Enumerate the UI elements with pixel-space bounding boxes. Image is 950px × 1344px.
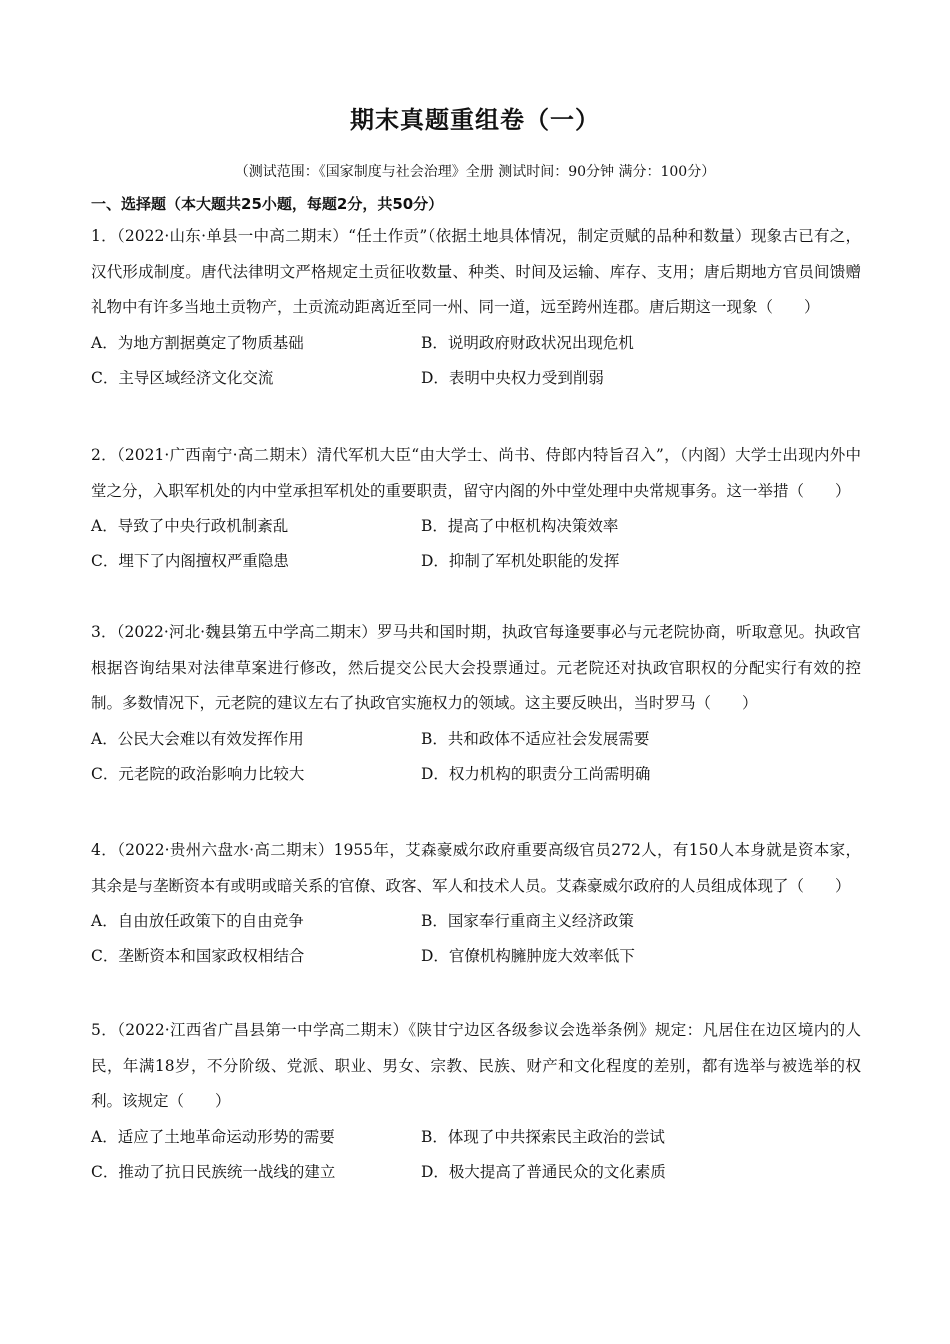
question-stem: 4．（2022·贵州六盘水·高二期末）1955年，艾森豪威尔政府重要高级官员272人，有150人本身就是资本家，其余是与垄断资本有或明或暗关系的官僚、政客、军人和技术人员。艾森豪威尔政府的人员组成体现了（ ） (91, 841, 861, 895)
options-grid (91, 722, 861, 792)
question-stem: 2．（2021·广西南宁·高二期末）清代军机大臣“由大学士、尚书、侍郎内特旨召入”，（内阁）大学士出现内外中堂之分，入职军机处的内中堂承担军机处的重要职责，留守内阁的外中堂处理中央常规事务。这一举措（ ） (91, 446, 861, 500)
question-5 (91, 1013, 861, 1190)
question-stem: 1．（2022·山东·单县一中高二期末）“任土作贡”（依据土地具体情况，制定贡赋的品种和数量）现象古已有之，汉代形成制度。唐代法律明文严格规定土贡征收数量、种类、时间及运输、库存、支用；唐后期地方官员间馈赠礼物中有许多当地土贡物产，土贡流动距离近至同一州、同一道，远至跨州连郡。唐后期这一现象（ ） (91, 227, 861, 316)
option-c: C．主导区域经济文化交流 (91, 368, 274, 387)
option-a: A．为地方割据奠定了物质基础 (91, 333, 304, 352)
question-3 (91, 615, 861, 792)
option-d: D．权力机构的职责分工尚需明确 (421, 764, 651, 783)
option-b: B．共和政体不适应社会发展需要 (421, 729, 650, 748)
option-b: B．说明政府财政状况出现危机 (421, 333, 634, 352)
option-a: A．导致了中央行政机制紊乱 (91, 517, 289, 535)
option-c: C．垄断资本和国家政权相结合 (91, 947, 305, 965)
section-heading: 一、选择题（本大题共25小题，每题2分，共50分） (91, 195, 444, 213)
option-d: D．抑制了军机处职能的发挥 (421, 552, 620, 570)
option-c: C．元老院的政治影响力比较大 (91, 764, 305, 783)
exam-scope-info: （测试范围：《国家制度与社会治理》全册 测试时间：90分钟 满分：100分） (234, 164, 716, 180)
option-b: B．体现了中共探索民主政治的尝试 (421, 1127, 665, 1146)
options-grid (91, 326, 861, 396)
option-d: D．表明中央权力受到削弱 (421, 368, 604, 387)
options-grid (91, 1120, 861, 1190)
question-1 (91, 219, 861, 396)
option-d: D．极大提高了普通民众的文化素质 (421, 1162, 666, 1181)
option-c: C．埋下了内阁擅权严重隐患 (91, 552, 289, 570)
question-stem: 3．（2022·河北·魏县第五中学高二期末）罗马共和国时期，执政官每逢要事必与元老院协商，听取意见。执政官根据咨询结果对法律草案进行修改，然后提交公民大会投票通过。元老院还对执政官职权的分配实行有效的控制。多数情况下，元老院的建议左右了执政官实施权力的领域。这主要反映出，当时罗马（ ） (91, 623, 861, 712)
question-4 (91, 833, 861, 974)
options-grid (91, 509, 861, 579)
options-grid (91, 904, 861, 974)
option-d: D．官僚机构臃肿庞大效率低下 (421, 947, 635, 965)
option-a: A．适应了土地革命运动形势的需要 (91, 1127, 335, 1146)
question-stem: 5．（2022·江西省广昌县第一中学高二期末）《陕甘宁边区各级参议会选举条例》规定：凡居住在边区境内的人民，年满18岁，不分阶级、党派、职业、男女、宗教、民族、财产和文化程度的差别，都有选举与被选举的权利。该规定（ ） (91, 1021, 861, 1110)
option-a: A．自由放任政策下的自由竞争 (91, 912, 304, 930)
page-title: 期末真题重组卷（一） (350, 106, 600, 134)
option-c: C．推动了抗日民族统一战线的建立 (91, 1162, 336, 1181)
option-b: B．国家奉行重商主义经济政策 (421, 912, 634, 930)
option-b: B．提高了中枢机构决策效率 (421, 517, 619, 535)
option-a: A．公民大会难以有效发挥作用 (91, 729, 304, 748)
question-2 (91, 438, 861, 579)
